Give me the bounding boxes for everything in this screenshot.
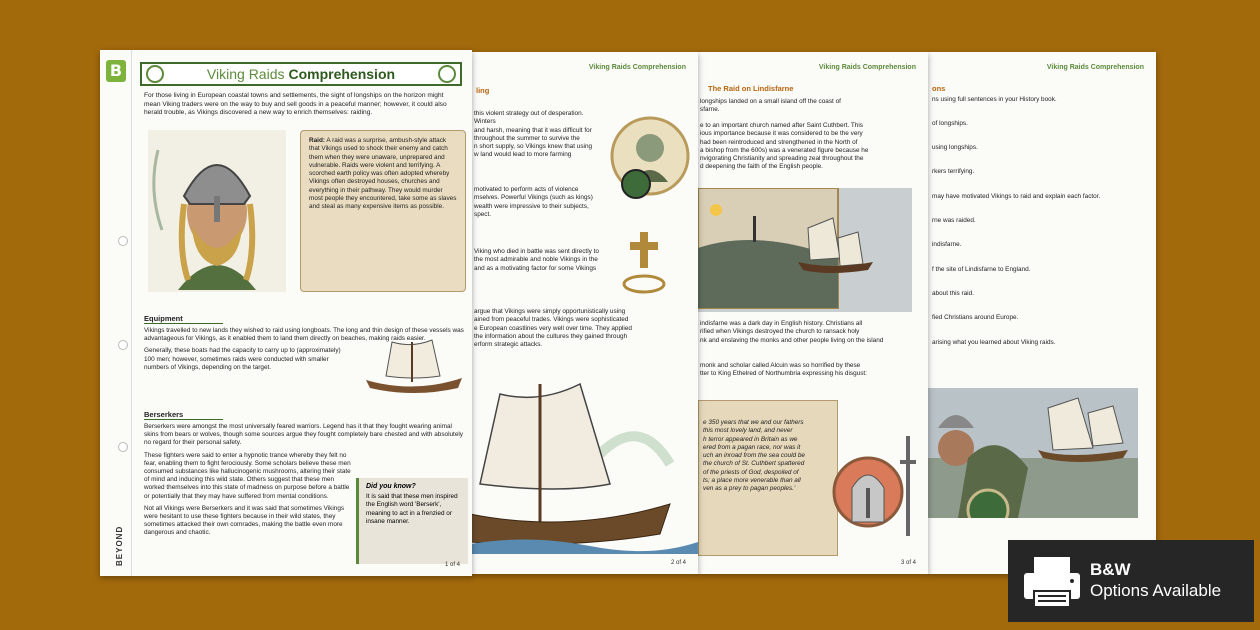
longship-illustration (470, 374, 698, 554)
beyond-wordmark: BEYOND (115, 525, 124, 566)
page-number: 1 of 4 (444, 562, 460, 568)
berserkers-paragraph: Berserkers were amongst the most universally feared warriors. Legend has it that they fought wearing animal skins from bears or wolves, though some sources argue they fought completely bare chested and with absolutely no regard for their personal safety. (144, 423, 463, 447)
page3-heading: The Raid on Lindisfarne (708, 84, 794, 93)
page2-para3: Viking who died in battle was sent directly to the most admirable and noble Vikings in the and as a motivating factor for some Vikings (474, 248, 599, 272)
question-item: using longships. (932, 144, 978, 151)
punch-hole-icon (118, 340, 128, 350)
berserkers-paragraph: Not all Vikings were Berserkers and it was said that sometimes Vikings were hesitant to use these fighters because in their wild states, they sometimes attacked their own comrades, making the battle even more dangerous and chaotic. (144, 504, 345, 537)
question-item: rkers terrifying. (932, 168, 975, 175)
cross-amulet-icon (620, 228, 670, 298)
badge-line2: Options Available (1090, 581, 1222, 600)
page-title: Viking Raids Comprehension (140, 62, 462, 86)
worksheet-page-1 (100, 50, 472, 576)
running-head: Viking Raids Comprehension (588, 64, 686, 71)
celtic-knot-icon (146, 65, 164, 83)
longboat-icon (362, 338, 466, 398)
punch-hole-icon (118, 442, 128, 452)
berserkers-paragraph: These fighters were said to enter a hypnotic trance whereby they felt no fear, enabling them to fight ferociously. Some scholars believe these men consumed substances like hallucinogenic mushrooms, altering their state of mind and inducing this wild state. Others suggest that these men worked themselves into this state of madness on purpose before a battle or potentially that they may have suffered from mental conditions. (144, 451, 351, 500)
worksheet-page-3 (698, 52, 928, 574)
question-item: of longships. (932, 120, 968, 127)
equipment-paragraph: Generally, these boats had the capacity to carry up to (approximately) 100 men; however, sometimes raids were conducted with smaller numbers of Vikings, depending on the target. (144, 347, 341, 371)
page2-para4: argue that Vikings were simply opportunistically using ained from peaceful trades. Vikings were sophisticated e European coastlines very well over time. They applied the information about the cultures they gained through erform strategic attacks. (474, 308, 632, 349)
did-you-know-heading: Did you know? (366, 483, 416, 490)
page2-para1: this violent strategy out of desperation. Winters and harsh, meaning that it was difficult for throughout the summer to survive the n short supply, so Vikings knew that using w land would lead to more farming (474, 110, 593, 159)
running-head: Viking Raids Comprehension (1046, 64, 1144, 71)
question-item: about this raid. (932, 290, 974, 297)
page1-content (140, 62, 462, 118)
page3-para1: longships landed on a small island off the coast of sfarne. (700, 98, 841, 114)
running-head: Viking Raids Comprehension (818, 64, 916, 71)
equipment-paragraph: Vikings travelled to new lands they wished to raid using longboats. The long and thin design of these vessels was advantageous for Vikings, as it enabled them to land them directly on beaches, making raids easier. (144, 327, 464, 343)
alcuin-quote: e 350 years that we and our fathers this most lovely land, and never h terror appeared in Britain as we ered from a pagan race, nor was it uch an inroad from the sea could be the church of St. Cuthbert spattered of the priests of God, despoiled of ts; a place more venerable than all ven as a prey to pagan peoples.' (703, 419, 805, 493)
question-item: f the site of Lindisfarne to England. (932, 266, 1031, 273)
question-item: arising what you learned about Viking raids. (932, 339, 1056, 346)
question-item: may have motivated Vikings to raid and explain each factor. (932, 193, 1101, 200)
badge-text (1090, 560, 1221, 602)
raid-definition-scroll: Raid: A raid was a surprise, ambush-style attack that Vikings used to shock their enemy and catch them when they were unaware, unprepared and vulnerable. Raids were violent and terrifying. A scorched earth policy was often adopted whereby Vikings often destroyed houses, churches and everything in their pathway. They would murder most people they encountered, take some as slaves and steal as many expensive items as possible. (300, 130, 466, 292)
badge-line1: B&W (1090, 560, 1131, 579)
page2-heading: ling (476, 86, 490, 95)
page-number: 2 of 4 (670, 560, 686, 566)
did-you-know-text: It is said that these men inspired the English word 'Berserk', meaning to act in a frenzied or insane manner. (366, 493, 458, 525)
celtic-knot-icon (438, 65, 456, 83)
did-you-know-box (356, 478, 468, 564)
berserkers-heading: Berserkers (144, 410, 223, 420)
printer-icon (1020, 551, 1084, 611)
helmet-shield-icon (832, 432, 924, 562)
page4-instruction: ns using full sentences in your History book. (932, 96, 1057, 103)
intro-paragraph: For those living in European coastal towns and settlements, the sight of longships on the horizon might mean Viking traders were on the way to buy and sell goods in a peaceful manner; however, it could also herald trouble, as Vikings discovered a new way to enrich themselves: raiding. (144, 92, 447, 117)
worksheet-page-4 (928, 52, 1156, 574)
punch-hole-icon (118, 236, 128, 246)
page3-para2: e to an important church named after Saint Cuthbert. This ious importance because it was considered to be the very had been reintroduced and strengthened in the North of a bishop from the 600s) was a venerated figure because he nvigorating Christianity and spreading zeal throughout the d deepening the faith of the English people. (700, 122, 869, 171)
raid-definition: A raid was a surprise, ambush-style attack that Vikings used to shock their enemy and catch them when they were unaware, unprepared and vulnerable. Raids were violent and terrifying. A scorched earth policy was often adopted whereby Vikings often destroyed houses, churches and everything in their pathway. They would murder most people they encountered, take some as slaves and steal as many expensive items as possible. (309, 137, 457, 211)
viking-raid-illustration (928, 388, 1156, 518)
page-number: 3 of 4 (900, 560, 916, 566)
viking-warrior-shield-icon (608, 112, 692, 210)
page2-para2: motivated to perform acts of violence mselves. Powerful Vikings (such as kings) wealth were impressive to their subjects, spect. (474, 186, 593, 218)
lindisfarne-illustration (698, 188, 928, 312)
worksheet-page-2 (470, 52, 698, 574)
question-item: rne was raided. (932, 217, 976, 224)
question-item: indisfarne. (932, 241, 962, 248)
brand-logo: B (106, 60, 126, 82)
question-item: fied Christians around Europe. (932, 314, 1019, 321)
bw-options-badge (1008, 540, 1254, 622)
viking-portrait-illustration (148, 130, 286, 292)
page3-para3: indisfarne was a dark day in English history. Christians all rified when Vikings destroyed the church to ransack holy nk and enslaving the monks and other people living on the island (700, 320, 884, 344)
alcuin-quote-scroll (698, 400, 838, 556)
equipment-heading: Equipment (144, 314, 223, 324)
page4-heading: ons (932, 84, 946, 93)
page-rail (100, 50, 132, 576)
page3-para4: monk and scholar called Alcuin was so horrified by these tter to King Ethelred of Northumbria expressing his disgust: (700, 362, 867, 378)
